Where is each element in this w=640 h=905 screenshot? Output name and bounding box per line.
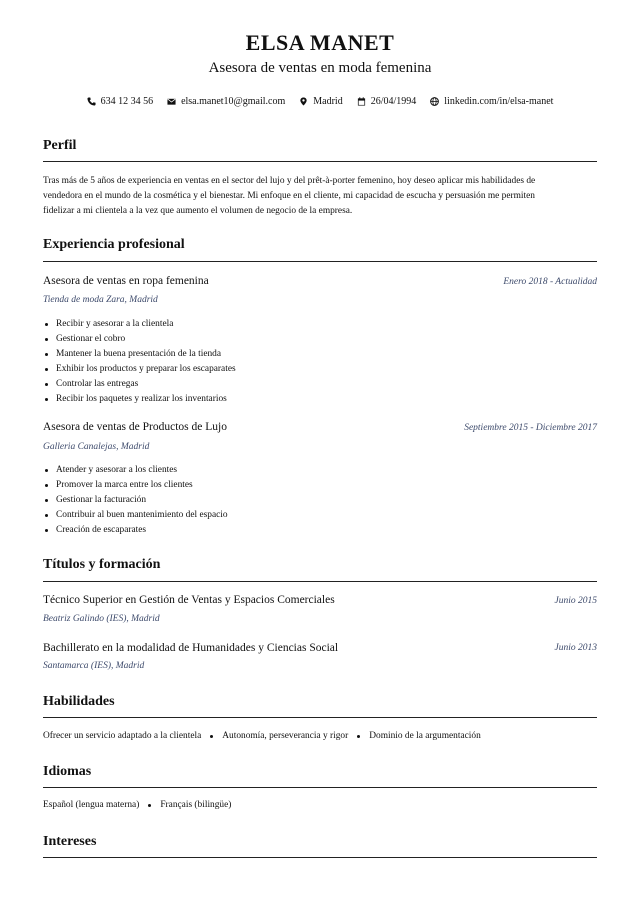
job-organization: Galleria Canalejas, Madrid: [43, 442, 150, 452]
location-icon: [299, 97, 308, 106]
section-title-habilidades: Habilidades: [43, 694, 115, 709]
education-date: Junio 2015: [554, 596, 597, 606]
job-date: Septiembre 2015 - Diciembre 2017: [464, 423, 597, 433]
job-duties-list: [43, 317, 236, 407]
candidate-subtitle: Asesora de ventas en moda femenina: [208, 60, 432, 76]
education-title: Técnico Superior en Gestión de Ventas y Espacios Comerciales: [43, 594, 335, 606]
list-item: Promover la marca entre los clientes: [43, 478, 228, 493]
profile-summary: [43, 174, 599, 219]
education-date: Junio 2013: [554, 643, 597, 653]
profile-line: vendedora en el mundo de la cosmética y el bienestar. Mi enfoque en el cliente, mi capacidad de escucha y persuasión me permiten: [43, 191, 535, 201]
phone-icon: [87, 97, 96, 106]
contact-birthdate-text: 26/04/1994: [370, 96, 417, 107]
contact-linkedin[interactable]: [430, 96, 553, 107]
education-title: Bachillerato en la modalidad de Humanidades y Ciencias Social: [43, 642, 339, 654]
list-item: Contribuir al buen mantenimiento del espacio: [43, 508, 228, 523]
list-item: Creación de escaparates: [43, 523, 228, 538]
languages-list: [43, 800, 231, 810]
profile-line: Tras más de 5 años de experiencia en ventas en el sector del lujo y del prêt-à-porter femenino, hoy deseo aplicar mis habilidades de: [43, 176, 536, 186]
profile-line: fidelizar a mi clientela a la vez que aumento el volumen de negocio de la empresa.: [43, 206, 353, 216]
language-item: Français (bilingüe): [160, 800, 232, 810]
email-icon: [167, 97, 176, 106]
contact-birthdate: [357, 96, 417, 107]
section-divider: [43, 261, 597, 262]
education-institution: Beatriz Galindo (IES), Madrid: [43, 614, 160, 624]
contact-phone: [87, 96, 154, 107]
skill-item: Autonomía, perseverancia y rigor: [222, 731, 349, 741]
education-institution: Santamarca (IES), Madrid: [43, 661, 145, 671]
list-item: Gestionar el cobro: [43, 332, 236, 347]
section-divider: [43, 717, 597, 718]
list-item: Controlar las entregas: [43, 377, 236, 392]
list-item: Recibir y asesorar a la clientela: [43, 317, 236, 332]
calendar-icon: [357, 97, 366, 106]
section-divider: [43, 161, 597, 162]
section-divider: [43, 857, 597, 858]
list-item: Atender y asesorar a los clientes: [43, 463, 228, 478]
contact-linkedin-text[interactable]: linkedin.com/in/elsa-manet: [444, 96, 554, 107]
section-title-formacion: Títulos y formación: [43, 557, 161, 572]
section-divider: [43, 581, 597, 582]
job-organization: Tienda de moda Zara, Madrid: [43, 295, 158, 305]
skills-list: [43, 731, 481, 741]
contact-email-text[interactable]: elsa.manet10@gmail.com: [181, 96, 286, 107]
globe-icon: [430, 97, 439, 106]
contact-location-text: Madrid: [313, 96, 343, 107]
section-title-intereses: Intereses: [43, 834, 97, 849]
job-title: Asesora de ventas de Productos de Lujo: [43, 421, 227, 433]
list-item: Gestionar la facturación: [43, 493, 228, 508]
section-title-experiencia: Experiencia profesional: [43, 237, 185, 252]
job-title: Asesora de ventas en ropa femenina: [43, 275, 209, 287]
skill-item: Ofrecer un servicio adaptado a la clientela: [43, 731, 202, 741]
skill-item: Dominio de la argumentación: [369, 731, 481, 741]
job-date: Enero 2018 - Actualidad: [503, 277, 597, 287]
job-duties-list: [43, 463, 228, 538]
list-item: Recibir los paquetes y realizar los inventarios: [43, 392, 236, 407]
contact-bar: [0, 96, 640, 107]
candidate-name: ELSA MANET: [245, 30, 395, 55]
contact-location: [299, 96, 342, 107]
language-item: Español (lengua materna): [43, 800, 140, 810]
contact-email[interactable]: [167, 96, 285, 107]
contact-phone-text: 634 12 34 56: [100, 96, 154, 107]
section-title-perfil: Perfil: [43, 138, 77, 153]
list-item: Mantener la buena presentación de la tienda: [43, 347, 236, 362]
section-title-idiomas: Idiomas: [43, 764, 92, 779]
section-divider: [43, 787, 597, 788]
list-item: Exhibir los productos y preparar los escaparates: [43, 362, 236, 377]
